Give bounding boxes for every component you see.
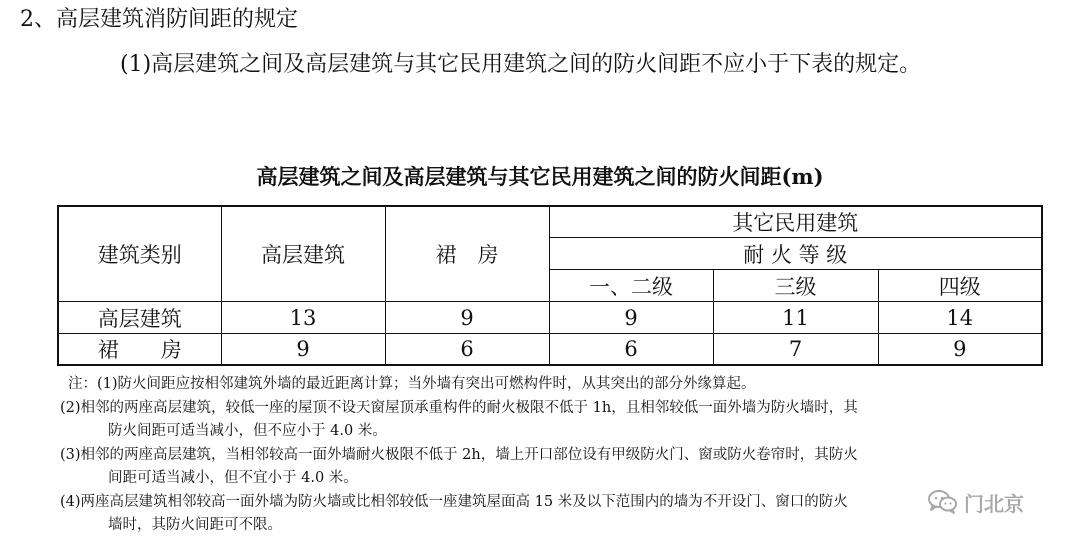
watermark-text: 门北京 (964, 491, 1024, 516)
table-title: 高层建筑之间及高层建筑与其它民用建筑之间的防火间距(m) (256, 164, 824, 189)
header-category: 建筑类别 (58, 206, 221, 302)
row-label: 高层建筑 (58, 302, 221, 334)
note-line: (3)相邻的两座高层建筑，当相邻较高一面外墙耐火极限不低于 2h，墙上开口部位设有甲级防火门、窗或防火卷帘时，其防火 (60, 446, 858, 463)
table-row (58, 302, 1042, 334)
note-line: 墙时，其防火间距可不限。 (108, 517, 282, 533)
note-line: (2)相邻的两座高层建筑，较低一座的屋顶不设天窗屋顶承重构件的耐火极限不低于 1h，且相邻较低一面外墙为防火墙时，其 (60, 399, 858, 416)
table-cell: 9 (221, 334, 385, 366)
table-cell: 6 (549, 334, 713, 366)
header-other-buildings: 其它民用建筑 (549, 206, 1042, 238)
section-heading: 2、高层建筑消防间距的规定 (20, 7, 298, 32)
wechat-icon (928, 489, 958, 515)
table-cell: 14 (878, 302, 1042, 334)
watermark (928, 488, 1024, 516)
note-line: 防火间距可适当减小，但不应小于 4.0 米。 (108, 423, 387, 439)
table-cell: 11 (713, 302, 878, 334)
note-line: 间距可适当减小，但不宜小于 4.0 米。 (108, 470, 358, 486)
note-line: 注：(1)防火间距应按相邻建筑外墙的最近距离计算；当外墙有突出可燃构件时，从其突出的部分外缘算起。 (68, 376, 756, 392)
table-notes (60, 373, 1068, 538)
table-cell: 9 (878, 334, 1042, 366)
fire-spacing-table (57, 205, 1043, 366)
table-cell: 6 (385, 334, 549, 366)
note-line: (4)两座高层建筑相邻较高一面外墙为防火墙或比相邻较低一座建筑屋面高 15 米及以下范围内的墙为不开设门、窗口的防火 (60, 493, 848, 510)
header-grade-1-2: 一、二级 (549, 270, 713, 302)
table-cell: 13 (221, 302, 385, 334)
header-high-rise: 高层建筑 (221, 206, 385, 302)
row-label: 裙 房 (58, 334, 221, 366)
table-row (58, 334, 1042, 366)
header-fire-rating: 耐 火 等 级 (549, 238, 1042, 270)
section-paragraph: (1)高层建筑之间及高层建筑与其它民用建筑之间的防火间距不应小于下表的规定。 (120, 52, 922, 77)
table-cell: 9 (385, 302, 549, 334)
header-grade-3: 三级 (713, 270, 878, 302)
table-cell: 7 (713, 334, 878, 366)
header-grade-4: 四级 (878, 270, 1042, 302)
table-cell: 9 (549, 302, 713, 334)
header-podium: 裙 房 (385, 206, 549, 302)
